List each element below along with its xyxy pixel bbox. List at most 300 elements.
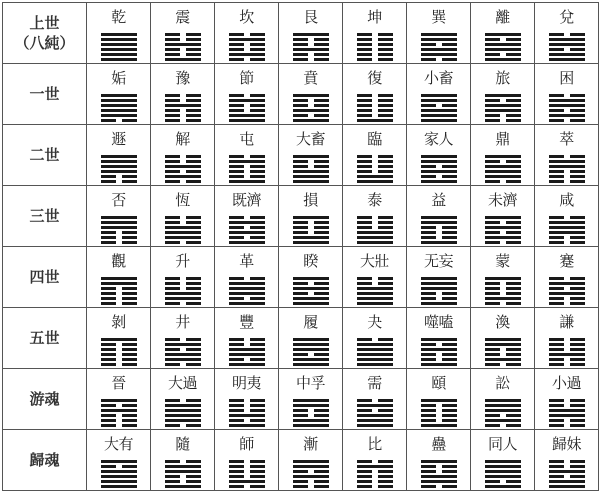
- row-header-label: 二世: [29, 146, 60, 164]
- row-header-label: 游魂: [29, 390, 60, 408]
- hexagram-name: 井: [175, 313, 190, 331]
- hexagram-name: 噬嗑: [423, 313, 453, 331]
- hexagram-name: 益: [431, 191, 446, 209]
- yin-line: [165, 475, 201, 478]
- yin-line: [549, 180, 585, 183]
- hexagram-name: 大畜: [295, 130, 325, 148]
- yang-line: [229, 480, 265, 483]
- table: [2, 2, 599, 491]
- hexagram-name: 既濟: [231, 191, 261, 209]
- hexagram-icon: [421, 460, 457, 488]
- yin-line: [229, 277, 265, 280]
- yang-line: [549, 480, 585, 483]
- yang-line: [165, 409, 201, 412]
- hexagram-icon: [421, 338, 457, 366]
- hexagram-cell: [87, 308, 151, 369]
- yin-line: [165, 94, 201, 97]
- yang-line: [293, 399, 329, 402]
- yin-line: [357, 399, 393, 402]
- hexagram-name: 觀: [111, 252, 126, 270]
- hexagram-name: 蹇: [559, 252, 574, 270]
- yin-line: [357, 226, 393, 229]
- hexagram-cell: [279, 430, 343, 491]
- yin-line: [485, 348, 521, 351]
- yang-line: [165, 43, 201, 46]
- yang-line: [165, 485, 201, 488]
- yin-line: [549, 338, 585, 341]
- row-header: [3, 308, 87, 369]
- yang-line: [485, 409, 521, 412]
- yin-line: [421, 226, 457, 229]
- yang-line: [485, 475, 521, 478]
- yang-line: [165, 175, 201, 178]
- row-header-label: 歸魂: [29, 451, 60, 469]
- yang-line: [165, 470, 201, 473]
- yang-line: [357, 241, 393, 244]
- hexagram-name: 漸: [303, 435, 318, 453]
- hexagram-cell: [471, 247, 535, 308]
- yin-line: [165, 48, 201, 51]
- yin-line: [229, 460, 265, 463]
- row-header-label: （八純）: [14, 34, 75, 52]
- yin-line: [549, 33, 585, 36]
- hexagram-cell: [535, 430, 599, 491]
- yang-line: [101, 99, 137, 102]
- yang-line: [229, 292, 265, 295]
- hexagram-icon: [549, 216, 585, 244]
- hexagram-name: 師: [239, 435, 254, 453]
- yin-line: [421, 236, 457, 239]
- yang-line: [293, 343, 329, 346]
- yang-line: [293, 358, 329, 361]
- hexagram-icon: [101, 338, 137, 366]
- yin-line: [485, 99, 521, 102]
- yang-line: [549, 353, 585, 356]
- yang-line: [229, 119, 265, 122]
- yang-line: [101, 109, 137, 112]
- yang-line: [549, 226, 585, 229]
- hexagram-name: 臨: [367, 130, 382, 148]
- yang-line: [293, 94, 329, 97]
- yin-line: [357, 475, 393, 478]
- hexagram-icon: [549, 277, 585, 305]
- yin-line: [229, 175, 265, 178]
- yin-line: [293, 104, 329, 107]
- yang-line: [421, 348, 457, 351]
- hexagram-name: 鼎: [495, 130, 510, 148]
- yang-line: [549, 221, 585, 224]
- yin-line: [357, 277, 393, 280]
- yin-line: [421, 414, 457, 417]
- hexagram-cell: [535, 247, 599, 308]
- yin-line: [485, 302, 521, 305]
- yin-line: [549, 287, 585, 290]
- hexagram-name: 未濟: [487, 191, 517, 209]
- yin-line: [229, 48, 265, 51]
- hexagram-icon: [357, 155, 393, 183]
- yin-line: [165, 53, 201, 56]
- yin-line: [357, 53, 393, 56]
- yin-line: [485, 241, 521, 244]
- yin-line: [357, 216, 393, 219]
- yang-line: [229, 99, 265, 102]
- yin-line: [229, 485, 265, 488]
- row-header-label: 一世: [29, 85, 60, 103]
- yang-line: [357, 180, 393, 183]
- yang-line: [101, 38, 137, 41]
- yang-line: [485, 58, 521, 61]
- yin-line: [229, 338, 265, 341]
- yang-line: [165, 414, 201, 417]
- hexagram-cell: [343, 430, 407, 491]
- yin-line: [165, 241, 201, 244]
- hexagram-cell: [535, 125, 599, 186]
- yin-line: [101, 358, 137, 361]
- yin-line: [485, 292, 521, 295]
- yang-line: [421, 241, 457, 244]
- hexagram-name: 旅: [495, 69, 510, 87]
- hexagram-icon: [293, 338, 329, 366]
- yin-line: [421, 231, 457, 234]
- hexagram-cell: [343, 125, 407, 186]
- yin-line: [165, 480, 201, 483]
- yin-line: [229, 399, 265, 402]
- yang-line: [421, 216, 457, 219]
- hexagram-icon: [229, 277, 265, 305]
- yin-line: [549, 460, 585, 463]
- yang-line: [549, 114, 585, 117]
- yang-line: [165, 231, 201, 234]
- yang-line: [357, 175, 393, 178]
- hexagram-name: 賁: [303, 69, 318, 87]
- hexagram-cell: [87, 3, 151, 64]
- hexagram-name: 屯: [239, 130, 254, 148]
- yang-line: [549, 58, 585, 61]
- yin-line: [357, 109, 393, 112]
- yin-line: [357, 104, 393, 107]
- yang-line: [293, 419, 329, 422]
- hexagram-cell: [343, 64, 407, 125]
- hexagram-icon: [293, 399, 329, 427]
- yin-line: [549, 175, 585, 178]
- yin-line: [357, 160, 393, 163]
- hexagram-cell: [407, 186, 471, 247]
- yang-line: [101, 94, 137, 97]
- hexagram-icon: [357, 94, 393, 122]
- yang-line: [229, 53, 265, 56]
- yin-line: [293, 221, 329, 224]
- yang-line: [549, 485, 585, 488]
- hexagram-icon: [485, 399, 521, 427]
- hexagram-icon: [357, 338, 393, 366]
- yang-line: [293, 424, 329, 427]
- yang-line: [165, 358, 201, 361]
- table-row: [3, 369, 599, 430]
- hexagram-name: 震: [175, 8, 190, 26]
- yang-line: [485, 460, 521, 463]
- hexagram-name: 需: [367, 374, 382, 392]
- hexagram-name: 復: [367, 69, 382, 87]
- yang-line: [357, 363, 393, 366]
- hexagram-icon: [485, 277, 521, 305]
- yin-line: [357, 33, 393, 36]
- yang-line: [357, 236, 393, 239]
- hexagram-name: 艮: [303, 8, 318, 26]
- yang-line: [293, 241, 329, 244]
- hexagram-name: 否: [111, 191, 126, 209]
- yin-line: [549, 170, 585, 173]
- yang-line: [101, 226, 137, 229]
- row-header: [3, 247, 87, 308]
- yin-line: [421, 358, 457, 361]
- yin-line: [485, 114, 521, 117]
- yang-line: [357, 419, 393, 422]
- yang-line: [101, 160, 137, 163]
- hexagram-name: 大過: [167, 374, 197, 392]
- yang-line: [229, 302, 265, 305]
- hexagram-name: 履: [303, 313, 318, 331]
- yang-line: [485, 358, 521, 361]
- yang-line: [549, 99, 585, 102]
- hexagram-cell: [471, 64, 535, 125]
- hexagram-cell: [87, 186, 151, 247]
- hexagram-cell: [151, 247, 215, 308]
- hexagram-cell: [151, 430, 215, 491]
- yin-line: [229, 43, 265, 46]
- yang-line: [485, 216, 521, 219]
- row-header: [3, 186, 87, 247]
- yin-line: [293, 160, 329, 163]
- yin-line: [357, 480, 393, 483]
- yang-line: [101, 282, 137, 285]
- hexagram-icon: [165, 460, 201, 488]
- hexagram-icon: [485, 460, 521, 488]
- yin-line: [101, 302, 137, 305]
- yin-line: [229, 419, 265, 422]
- yang-line: [229, 363, 265, 366]
- hexagram-icon: [101, 460, 137, 488]
- yin-line: [357, 221, 393, 224]
- yang-line: [421, 363, 457, 366]
- yang-line: [293, 155, 329, 158]
- hexagram-icon: [421, 216, 457, 244]
- yang-line: [101, 114, 137, 117]
- hexagram-cell: [87, 247, 151, 308]
- hexagram-icon: [293, 155, 329, 183]
- hexagram-cell: [407, 369, 471, 430]
- yang-line: [549, 470, 585, 473]
- yin-line: [549, 277, 585, 280]
- row-header-label: 五世: [29, 329, 60, 347]
- yin-line: [485, 287, 521, 290]
- yin-line: [357, 114, 393, 117]
- row-header-label: 三世: [29, 207, 60, 225]
- yang-line: [293, 170, 329, 173]
- yin-line: [293, 470, 329, 473]
- yang-line: [229, 114, 265, 117]
- yin-line: [421, 470, 457, 473]
- yin-line: [549, 119, 585, 122]
- yin-line: [485, 221, 521, 224]
- yang-line: [421, 94, 457, 97]
- hexagram-cell: [471, 369, 535, 430]
- table-row: [3, 125, 599, 186]
- yang-line: [293, 236, 329, 239]
- hexagram-name: 坤: [367, 8, 382, 26]
- yin-line: [229, 104, 265, 107]
- hexagram-cell: [407, 64, 471, 125]
- hexagram-name: 剝: [111, 313, 126, 331]
- hexagram-cell: [151, 64, 215, 125]
- hexagram-cell: [471, 125, 535, 186]
- yin-line: [165, 38, 201, 41]
- yin-line: [293, 353, 329, 356]
- hexagram-icon: [229, 94, 265, 122]
- yang-line: [421, 282, 457, 285]
- yin-line: [421, 409, 457, 412]
- hexagram-icon: [165, 277, 201, 305]
- yang-line: [485, 399, 521, 402]
- hexagram-cell: [471, 186, 535, 247]
- yin-line: [165, 348, 201, 351]
- yang-line: [229, 414, 265, 417]
- hexagram-cell: [215, 186, 279, 247]
- hexagram-icon: [229, 33, 265, 61]
- yang-line: [293, 302, 329, 305]
- yang-line: [101, 58, 137, 61]
- yang-line: [101, 104, 137, 107]
- yin-line: [165, 282, 201, 285]
- yang-line: [549, 165, 585, 168]
- yang-line: [229, 180, 265, 183]
- yin-line: [165, 216, 201, 219]
- hexagram-name: 晉: [111, 374, 126, 392]
- yang-line: [357, 119, 393, 122]
- hexagram-icon: [549, 155, 585, 183]
- hexagram-cell: [535, 369, 599, 430]
- yin-line: [229, 475, 265, 478]
- yin-line: [101, 297, 137, 300]
- yang-line: [229, 424, 265, 427]
- yang-line: [229, 160, 265, 163]
- row-header: [3, 369, 87, 430]
- yin-line: [293, 99, 329, 102]
- hexagram-name: 節: [239, 69, 254, 87]
- hexagram-icon: [421, 399, 457, 427]
- hexagram-cell: [87, 125, 151, 186]
- yang-line: [421, 221, 457, 224]
- hexagram-cell: [279, 308, 343, 369]
- hexagram-icon: [485, 94, 521, 122]
- yang-line: [357, 302, 393, 305]
- yang-line: [101, 475, 137, 478]
- hexagram-icon: [485, 33, 521, 61]
- yang-line: [421, 287, 457, 290]
- yin-line: [229, 155, 265, 158]
- hexagram-name: 歸妹: [551, 435, 581, 453]
- yang-line: [101, 43, 137, 46]
- yin-line: [421, 43, 457, 46]
- hexagram-name: 乾: [111, 8, 126, 26]
- yang-line: [101, 53, 137, 56]
- yin-line: [549, 109, 585, 112]
- yang-line: [357, 348, 393, 351]
- hexagram-icon: [165, 216, 201, 244]
- yin-line: [101, 414, 137, 417]
- yang-line: [421, 38, 457, 41]
- yin-line: [101, 175, 137, 178]
- yin-line: [293, 480, 329, 483]
- yang-line: [485, 104, 521, 107]
- yin-line: [485, 363, 521, 366]
- yang-line: [293, 109, 329, 112]
- yin-line: [293, 38, 329, 41]
- yin-line: [357, 170, 393, 173]
- yang-line: [421, 48, 457, 51]
- yang-line: [293, 119, 329, 122]
- yang-line: [421, 180, 457, 183]
- yang-line: [485, 94, 521, 97]
- table-row: [3, 308, 599, 369]
- hexagram-icon: [165, 94, 201, 122]
- yin-line: [165, 155, 201, 158]
- table-body: [3, 3, 599, 491]
- hexagram-name: 夬: [367, 313, 382, 331]
- hexagram-cell: [407, 430, 471, 491]
- yin-line: [549, 343, 585, 346]
- yin-line: [549, 399, 585, 402]
- hexagram-name: 蒙: [495, 252, 510, 270]
- yin-line: [229, 58, 265, 61]
- hexagram-cell: [471, 308, 535, 369]
- hexagram-icon: [485, 338, 521, 366]
- hexagram-name: 巽: [431, 8, 446, 26]
- table-row: [3, 186, 599, 247]
- hexagram-icon: [101, 399, 137, 427]
- hexagram-name: 革: [239, 252, 254, 270]
- yang-line: [485, 277, 521, 280]
- yin-line: [485, 53, 521, 56]
- yin-line: [549, 419, 585, 422]
- yin-line: [165, 399, 201, 402]
- yin-line: [357, 485, 393, 488]
- yang-line: [485, 404, 521, 407]
- hexagram-icon: [101, 216, 137, 244]
- yang-line: [485, 343, 521, 346]
- yin-line: [229, 170, 265, 173]
- yang-line: [101, 399, 137, 402]
- yang-line: [357, 358, 393, 361]
- yin-line: [293, 226, 329, 229]
- hexagram-cell: [535, 186, 599, 247]
- yin-line: [549, 358, 585, 361]
- hexagram-icon: [421, 33, 457, 61]
- yin-line: [165, 33, 201, 36]
- yin-line: [485, 38, 521, 41]
- yang-line: [421, 109, 457, 112]
- hexagram-icon: [165, 338, 201, 366]
- yin-line: [165, 170, 201, 173]
- hexagram-cell: [215, 3, 279, 64]
- yang-line: [101, 216, 137, 219]
- yin-line: [165, 424, 201, 427]
- yin-line: [549, 363, 585, 366]
- hexagram-name: 大有: [103, 435, 133, 453]
- hexagram-cell: [407, 247, 471, 308]
- yin-line: [229, 165, 265, 168]
- yang-line: [549, 43, 585, 46]
- yang-line: [485, 175, 521, 178]
